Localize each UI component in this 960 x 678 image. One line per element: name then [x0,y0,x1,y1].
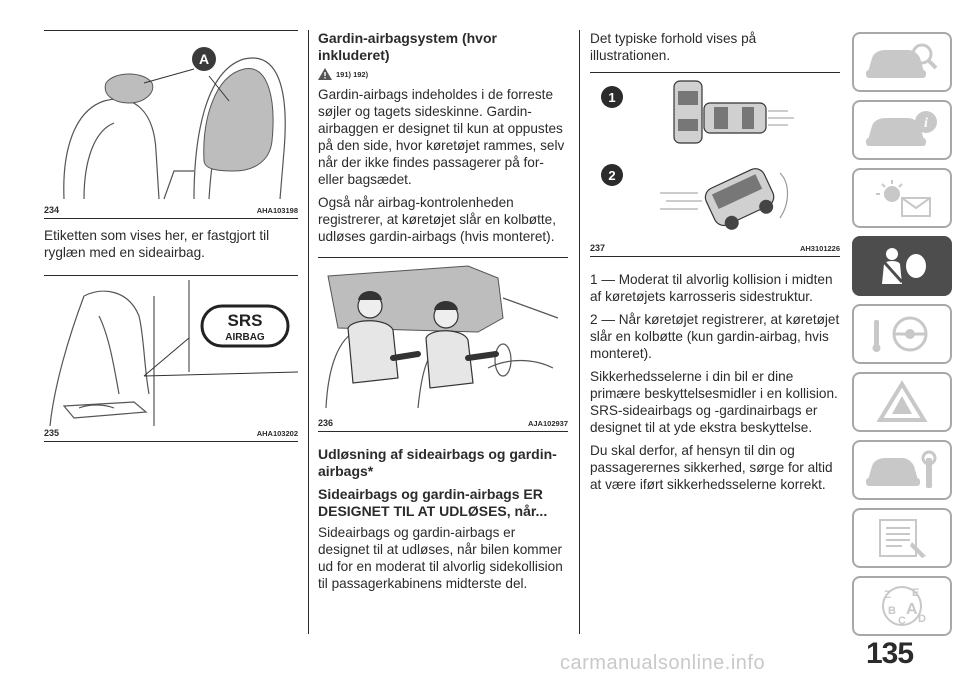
seat-sideairbag-illustration [44,31,298,203]
list-item-1: 1 — Moderat til alvorlig kollision i midten af køretøjets karrosseris sidestruktur. [590,272,833,304]
steering-wheel-key-icon [862,312,942,356]
chapter-tabs [852,32,952,644]
list-item-2: 2 — Når køretøjet registrerer, at køretøjet slår en kolbøtte (kun gardin-airbag, hvis monteret). [590,312,840,361]
svg-text:i: i [924,116,928,131]
figure-number: 237 [590,243,606,253]
emergency-triangle-icon [862,380,942,424]
svg-text:1: 1 [608,90,616,105]
curtain-airbag-paragraph-2: Også når airbag-kontrolenheden registrerer, at køretøjet slår en kolbøtte, udløses gardin-airbags (hvis monteret). [318,195,556,244]
label-description-paragraph: Etiketten som vises her, er fastgjort til ryglæn med en sideairbag. [44,228,270,260]
tab-index[interactable] [852,576,952,636]
tab-maintenance[interactable] [852,440,952,500]
tab-technical-data[interactable] [852,508,952,568]
collision-rollover-illustration [590,73,840,241]
rollover-drawing [660,165,788,235]
car-magnifier-icon [862,40,942,84]
svg-text:2: 2 [608,168,616,183]
figure-code: AH3101226 [799,243,840,253]
car-wrench-icon [862,448,942,492]
column-3 [590,30,840,499]
airbag-label-text: AIRBAG [225,332,265,343]
tab-warning-lights[interactable] [852,168,952,228]
svg-text:B: B [888,605,896,617]
column-divider [308,30,309,634]
tab-starting-driving[interactable] [852,304,952,364]
callout-a-label: A [198,51,210,67]
warning-lights-envelope-icon [862,176,942,220]
seatbelt-paragraph: Sikkerhedsselerne i din bil er dine primære beskyttelsesmidler i en kollision. SRS-sideairbags og -gardinairbags er designet til at yde ekstra beskyttelse. [590,369,838,435]
column-1 [44,30,298,442]
specifications-list-icon [862,516,942,560]
figure-caption [590,241,840,256]
tab-vehicle-info[interactable] [852,100,952,160]
subheading-designed-to-deploy: Sideairbags og gardin-airbags ER DESIGNET TIL AT UDLØSES, når... [318,486,548,519]
tab-safety[interactable] [852,236,952,296]
watermark: carmanualsonline.info [560,652,766,674]
curtain-airbag-passengers-illustration [318,258,568,416]
side-collision-drawing [674,81,794,143]
car-info-icon [862,108,942,152]
figure-code: AHA103202 [256,428,298,438]
figure-234 [44,30,298,219]
figure-caption [44,203,298,218]
warning-reference-numbers: 191) 192) [336,69,369,79]
figure-code: AHA103198 [256,205,298,215]
svg-text:C: C [898,615,906,627]
deployment-paragraph: Sideairbags og gardin-airbags er designet til at udløses, når bilen kommer ud for en moderat til alvorlig sidekollision til passagerkabinens midterste del. [318,525,563,591]
figure-number: 236 [318,418,334,428]
seatbelt-airbag-icon [862,244,942,288]
tab-knowing-your-car[interactable] [852,32,952,92]
page-number: 135 [866,637,914,670]
warning-triangle-icon [318,68,332,80]
figure-237 [590,72,840,257]
figure-code: AJA102937 [527,418,568,428]
figure-caption [44,426,298,441]
tab-emergency[interactable] [852,372,952,432]
figure-number: 234 [44,205,60,215]
section-heading-curtain-airbag: Gardin-airbagsystem (hvor inkluderet) [318,30,497,63]
figure-236 [318,257,568,432]
svg-text:E: E [912,587,920,599]
alphabetical-index-icon [862,584,942,628]
curtain-airbag-paragraph-1: Gardin-airbags indeholdes i de forreste søjler og tagets sideskinne. Gardin-airbaggen er designet til kun at oppustes på den side, hvor køretøjet rammes, selv når der ikke findes passagerer på for- eller bagsædet. [318,87,565,187]
illustration-intro-paragraph: Det typiske forhold vises på illustrationen. [590,31,757,63]
figure-235 [44,275,298,442]
srs-label-text: SRS [227,311,263,330]
svg-text:Z: Z [884,589,891,601]
warning-reference [318,68,568,80]
safety-paragraph: Du skal derfor, af hensyn til din og passagerernes sikkerhed, sørge for altid at være iført sikkerhedsselerne korrekt. [590,443,833,492]
column-2 [318,30,568,598]
figure-caption [318,416,568,431]
svg-text:A: A [906,601,918,618]
srs-airbag-label-illustration [44,276,298,426]
figure-number: 235 [44,428,60,438]
svg-text:D: D [918,613,926,625]
section-heading-deployment: Udløsning af sideairbags og gardin-airbags* [318,446,557,479]
column-divider [579,30,580,634]
